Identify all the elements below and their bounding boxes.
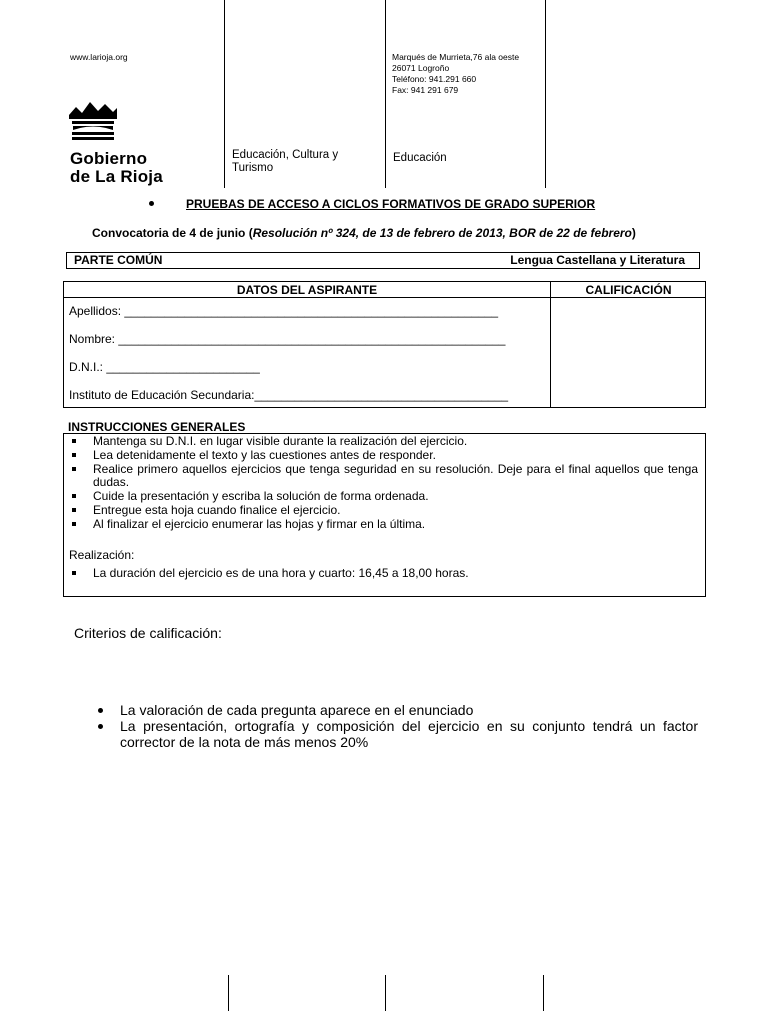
list-item: Realice primero aquellos ejercicios que tenga seguridad en su resolución. Deje para el final aquellos que tenga dudas. bbox=[66, 463, 698, 491]
convocatoria-resolution: Resolución nº 324, de 13 de febrero de 2013, BOR de 22 de febrero bbox=[252, 226, 632, 240]
convocatoria-prefix: Convocatoria de 4 de junio ( bbox=[92, 226, 253, 240]
address-block bbox=[392, 52, 519, 96]
list-item: La valoración de cada pregunta aparece en el enunciado bbox=[92, 702, 698, 718]
list-item: La duración del ejercicio es de una hora y cuarto: 16,45 a 18,00 horas. bbox=[66, 567, 698, 581]
nombre-field[interactable]: Nombre: __________________________________________________________ bbox=[69, 332, 506, 346]
parte-subject-label: Lengua Castellana y Literatura bbox=[510, 253, 685, 267]
criterios-heading: Criterios de calificación: bbox=[74, 625, 222, 641]
la-rioja-logo-icon bbox=[68, 97, 118, 143]
list-item: Al finalizar el ejercicio enumerar las hojas y firmar en la última. bbox=[66, 518, 698, 532]
convocatoria-line bbox=[92, 226, 636, 240]
address-line: 26071 Logroño bbox=[392, 63, 450, 73]
header-divider-3 bbox=[545, 0, 546, 188]
calificacion-heading: CALIFICACIÓN bbox=[585, 283, 672, 297]
realizacion-list bbox=[66, 567, 698, 581]
parte-comun-label: PARTE COMÚN bbox=[74, 253, 163, 267]
department-1-line-2: Turismo bbox=[232, 162, 274, 174]
website-url: www.larioja.org bbox=[70, 52, 128, 62]
title-bullet-icon bbox=[149, 201, 154, 206]
datos-table bbox=[63, 281, 706, 408]
calificacion-input[interactable] bbox=[551, 298, 706, 407]
department-2: Educación bbox=[393, 152, 447, 164]
datos-heading: DATOS DEL ASPIRANTE bbox=[236, 283, 378, 297]
dni-field[interactable]: D.N.I.: _______________________ bbox=[69, 360, 260, 374]
gobierno-title bbox=[70, 150, 163, 186]
convocatoria-suffix: ) bbox=[631, 226, 636, 240]
list-item: Entregue esta hoja cuando finalice el ejercicio. bbox=[66, 504, 698, 518]
instrucciones-heading: INSTRUCCIONES GENERALES bbox=[68, 420, 246, 434]
gobierno-line-2: de La Rioja bbox=[70, 167, 163, 186]
gobierno-line-1: Gobierno bbox=[70, 149, 148, 168]
address-line: Teléfono: 941.291 660 bbox=[392, 74, 477, 84]
instrucciones-list bbox=[66, 435, 698, 532]
criterios-list bbox=[92, 702, 698, 750]
realizacion-label: Realización: bbox=[69, 548, 135, 562]
footer-divider-1 bbox=[228, 975, 229, 1011]
list-item: La presentación, ortografía y composición del ejercicio en su conjunto tendrá un factor corrector de la nota de más menos 20% bbox=[92, 718, 698, 750]
list-item: Cuide la presentación y escriba la solución de forma ordenada. bbox=[66, 490, 698, 504]
parte-box bbox=[66, 252, 700, 269]
main-title: PRUEBAS DE ACCESO A CICLOS FORMATIVOS DE GRADO SUPERIOR bbox=[186, 197, 596, 211]
department-1-line-1: Educación, Cultura y bbox=[232, 149, 339, 161]
address-line: Marqués de Murrieta,76 ala oeste bbox=[392, 52, 520, 62]
datos-header-rule bbox=[64, 297, 551, 298]
list-item: Mantenga su D.N.I. en lugar visible durante la realización del ejercicio. bbox=[66, 435, 698, 449]
header-divider-1 bbox=[224, 0, 225, 188]
list-item: Lea detenidamente el texto y las cuestiones antes de responder. bbox=[66, 449, 698, 463]
instrucciones-box bbox=[63, 433, 706, 597]
instituto-field[interactable]: Instituto de Educación Secundaria:______________________________________ bbox=[69, 388, 509, 402]
footer-divider-2 bbox=[385, 975, 386, 1011]
address-line: Fax: 941 291 679 bbox=[392, 85, 459, 95]
apellidos-field[interactable]: Apellidos: ________________________________________________________ bbox=[69, 304, 499, 318]
footer-divider-3 bbox=[543, 975, 544, 1011]
header-divider-2 bbox=[385, 0, 386, 188]
department-1 bbox=[232, 149, 338, 175]
